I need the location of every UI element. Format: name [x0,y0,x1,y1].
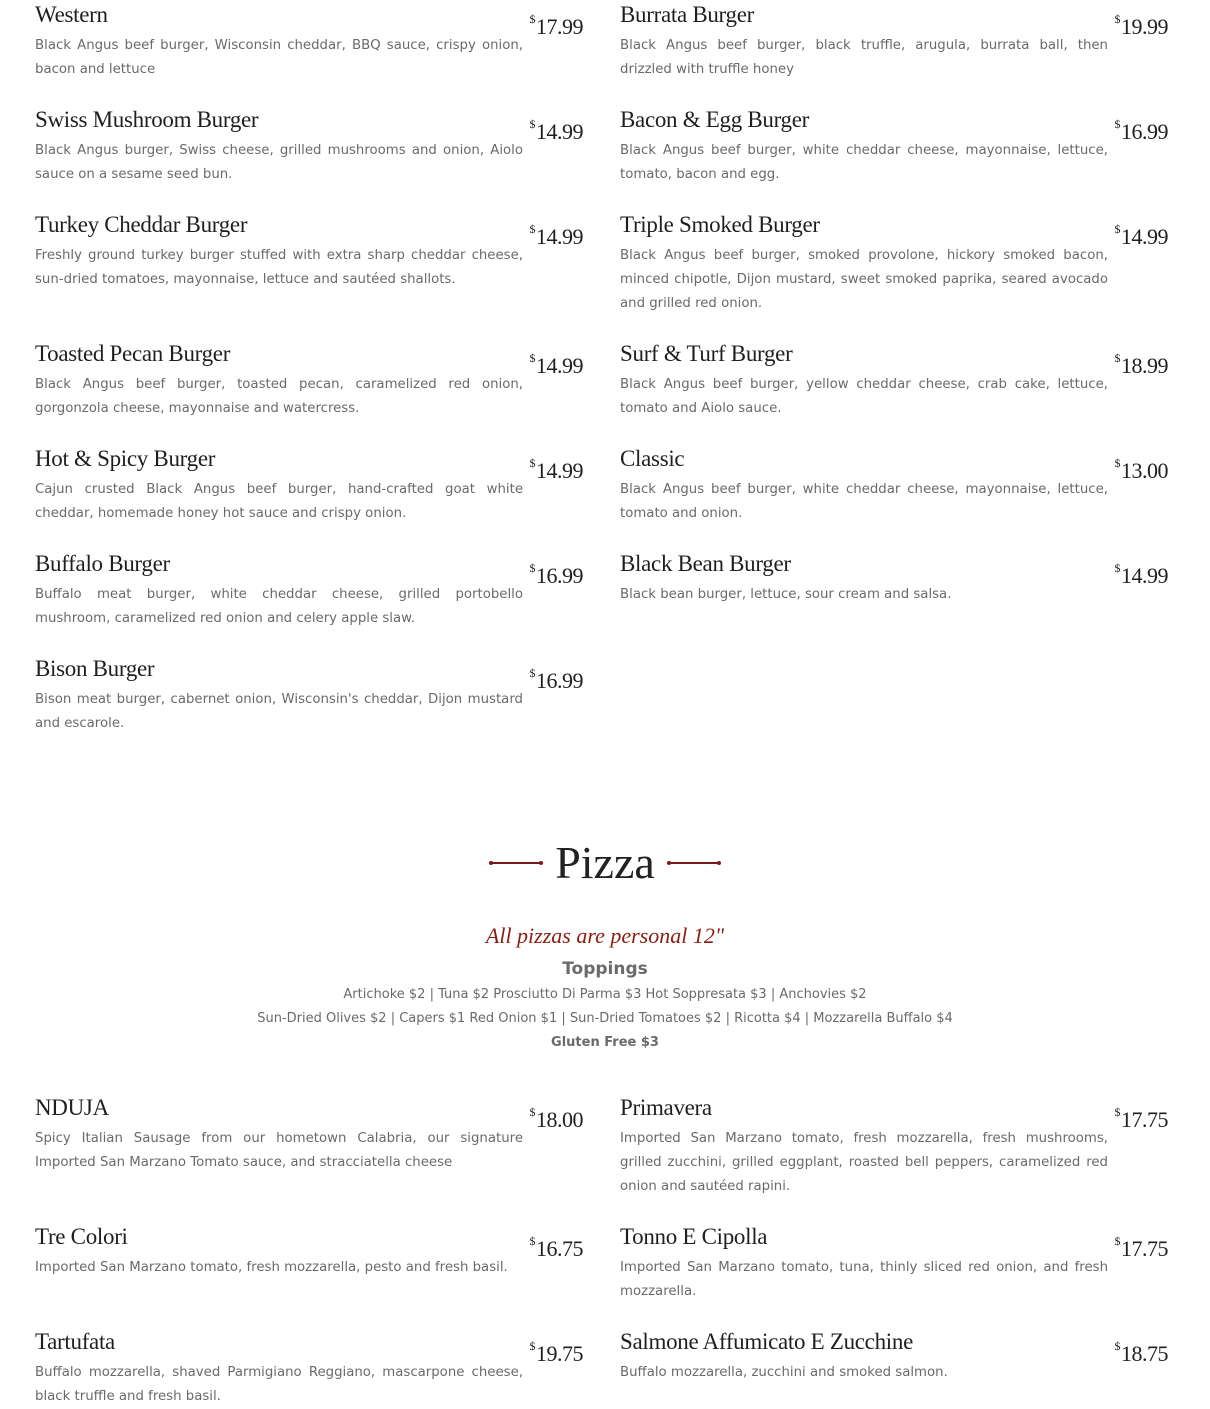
price-value: 14.99 [536,458,583,483]
item-price [530,1331,584,1369]
item-price [530,214,584,252]
price-value: 13.00 [1121,458,1168,483]
dollar-sign: $ [529,222,535,236]
price-value: 14.99 [536,224,583,249]
item-price [530,4,584,42]
menu-item [35,339,583,444]
price-value: 14.99 [536,119,583,144]
menu-item [35,549,583,654]
item-description: Spicy Italian Sausage from our hometown Calabria, our signature Imported San Marzano Tomato sauce, and stracciatella cheese [35,1131,523,1170]
item-price [1115,214,1169,252]
menu-item [35,1093,583,1222]
pizza-menu-grid [35,1093,1170,1404]
price-value: 19.75 [536,1341,583,1366]
item-price [530,1226,584,1264]
pizza-section-header [0,828,1210,1055]
item-name: Tartufata [35,1329,115,1354]
dollar-sign: $ [529,1105,535,1119]
dollar-sign: $ [1114,1234,1120,1248]
price-value: 19.99 [1121,14,1168,39]
menu-item [35,444,583,549]
dollar-sign: $ [1114,351,1120,365]
pizza-size-note: All pizzas are personal 12" [485,923,725,948]
item-price [1115,109,1169,147]
dollar-sign: $ [529,561,535,575]
item-name: Black Bean Burger [620,551,791,576]
menu-item [620,105,1168,210]
dollar-sign: $ [529,351,535,365]
item-name: Triple Smoked Burger [620,212,820,237]
item-description: Black Angus burger, Swiss cheese, grilled mushrooms and onion, Aiolo sauce on a sesame seed bun. [35,143,523,182]
dollar-sign: $ [529,456,535,470]
item-name: Tre Colori [35,1224,128,1249]
price-value: 18.99 [1121,353,1168,378]
item-description: Imported San Marzano tomato, tuna, thinly sliced red onion, and fresh mozzarella. [620,1260,1108,1299]
item-price [530,658,584,696]
item-name: Salmone Affumicato E Zucchine [620,1329,913,1354]
dollar-sign: $ [529,12,535,26]
item-description: Freshly ground turkey burger stuffed with extra sharp cheddar cheese, sun-dried tomatoes, mayonnaise, lettuce and sautéed shallots. [35,248,523,287]
item-name: Surf & Turf Burger [620,341,793,366]
price-value: 17.75 [1121,1107,1168,1132]
price-value: 16.99 [1121,119,1168,144]
menu-item [620,1222,1168,1327]
menu-item [620,210,1168,339]
item-description: Buffalo mozzarella, zucchini and smoked salmon. [620,1365,948,1380]
dollar-sign: $ [529,1339,535,1353]
item-description: Imported San Marzano tomato, fresh mozzarella, pesto and fresh basil. [35,1260,508,1275]
price-value: 16.99 [536,563,583,588]
price-value: 16.99 [536,668,583,693]
empty-cell [620,654,1168,759]
item-description: Black Angus beef burger, smoked provolone, hickory smoked bacon, minced chipotle, Dijon mustard, sweet smoked paprika, seared avocado and grilled red onion. [620,248,1108,311]
item-price [1115,553,1169,591]
item-description: Imported San Marzano tomato, fresh mozzarella, fresh mushrooms, grilled zucchini, grilled eggplant, roasted bell peppers, caramelized red onion and sautéed rapini. [620,1131,1108,1194]
item-description: Buffalo meat burger, white cheddar cheese, grilled portobello mushroom, caramelized red onion and celery apple slaw. [35,587,523,626]
item-name: Turkey Cheddar Burger [35,212,248,237]
dollar-sign: $ [1114,561,1120,575]
price-value: 14.99 [536,353,583,378]
menu-item [620,1327,1168,1399]
price-value: 18.00 [536,1107,583,1132]
gluten-free-option: Gluten Free $3 [551,1035,659,1050]
item-price [530,109,584,147]
menu-item [620,549,1168,654]
item-description: Black Angus beef burger, white cheddar cheese, mayonnaise, lettuce, tomato and onion. [620,482,1108,521]
price-value: 14.99 [1121,563,1168,588]
burger-menu-grid [35,0,1170,759]
decorative-rule-right [669,862,719,864]
menu-item [620,1093,1168,1222]
menu-item [35,0,583,105]
item-name: Classic [620,446,685,471]
item-name: Buffalo Burger [35,551,170,576]
item-description: Buffalo mozzarella, shaved Parmigiano Reggiano, mascarpone cheese, black truffle and fresh basil. [35,1365,523,1404]
section-title: Pizza [555,837,655,888]
price-value: 17.75 [1121,1236,1168,1261]
dollar-sign: $ [1114,456,1120,470]
item-name: NDUJA [35,1095,109,1120]
item-description: Black Angus beef burger, Wisconsin cheddar, BBQ sauce, crispy onion, bacon and lettuce [35,38,523,77]
item-name: Bacon & Egg Burger [620,107,809,132]
price-value: 16.75 [536,1236,583,1261]
item-price [530,553,584,591]
item-name: Primavera [620,1095,712,1120]
item-price [1115,1097,1169,1135]
item-name: Swiss Mushroom Burger [35,107,259,132]
dollar-sign: $ [1114,222,1120,236]
item-name: Hot & Spicy Burger [35,446,216,471]
dollar-sign: $ [1114,1105,1120,1119]
price-value: 17.99 [536,14,583,39]
item-price [1115,1331,1169,1369]
price-value: 18.75 [1121,1341,1168,1366]
item-name: Bison Burger [35,656,155,681]
dollar-sign: $ [529,117,535,131]
item-price [1115,448,1169,486]
decorative-rule-left [491,862,541,864]
dollar-sign: $ [1114,117,1120,131]
item-name: Toasted Pecan Burger [35,341,231,366]
item-description: Black Angus beef burger, black truffle, arugula, burrata ball, then drizzled with truffle honey [620,38,1108,77]
title-row [0,828,1210,898]
menu-item [35,210,583,339]
item-description: Black Angus beef burger, toasted pecan, caramelized red onion, gorgonzola cheese, mayonnaise and watercress. [35,377,523,416]
item-description: Cajun crusted Black Angus beef burger, hand-crafted goat white cheddar, homemade honey hot sauce and crispy onion. [35,482,523,521]
dollar-sign: $ [1114,12,1120,26]
menu-item [620,339,1168,444]
item-name: Tonno E Cipolla [620,1224,768,1249]
item-description: Bison meat burger, cabernet onion, Wisconsin's cheddar, Dijon mustard and escarole. [35,692,523,731]
item-description: Black Angus beef burger, yellow cheddar cheese, crab cake, lettuce, tomato and Aiolo sauce. [620,377,1108,416]
item-name: Western [35,2,108,27]
toppings-list-line-2: Sun-Dried Olives $2 | Capers $1 Red Onion $1 | Sun-Dried Tomatoes $2 | Ricotta $4 | Mozzarella Buffalo $4 [257,1011,953,1026]
item-price [1115,1226,1169,1264]
item-name: Burrata Burger [620,2,754,27]
dollar-sign: $ [529,666,535,680]
item-price [530,448,584,486]
dollar-sign: $ [529,1234,535,1248]
price-value: 14.99 [1121,224,1168,249]
menu-item [620,0,1168,105]
item-price [530,1097,584,1135]
menu-item [35,105,583,210]
toppings-heading: Toppings [562,959,648,979]
menu-item [35,1222,583,1327]
item-price [530,343,584,381]
item-description: Black Angus beef burger, white cheddar cheese, mayonnaise, lettuce, tomato, bacon and egg. [620,143,1108,182]
menu-item [35,1327,583,1404]
toppings-list-line-1: Artichoke $2 | Tuna $2 Prosciutto Di Parma $3 Hot Soppresata $3 | Anchovies $2 [343,987,867,1002]
item-price [1115,343,1169,381]
dollar-sign: $ [1114,1339,1120,1353]
menu-item [35,654,583,759]
item-price [1115,4,1169,42]
item-description: Black bean burger, lettuce, sour cream and salsa. [620,587,952,602]
menu-item [620,444,1168,549]
